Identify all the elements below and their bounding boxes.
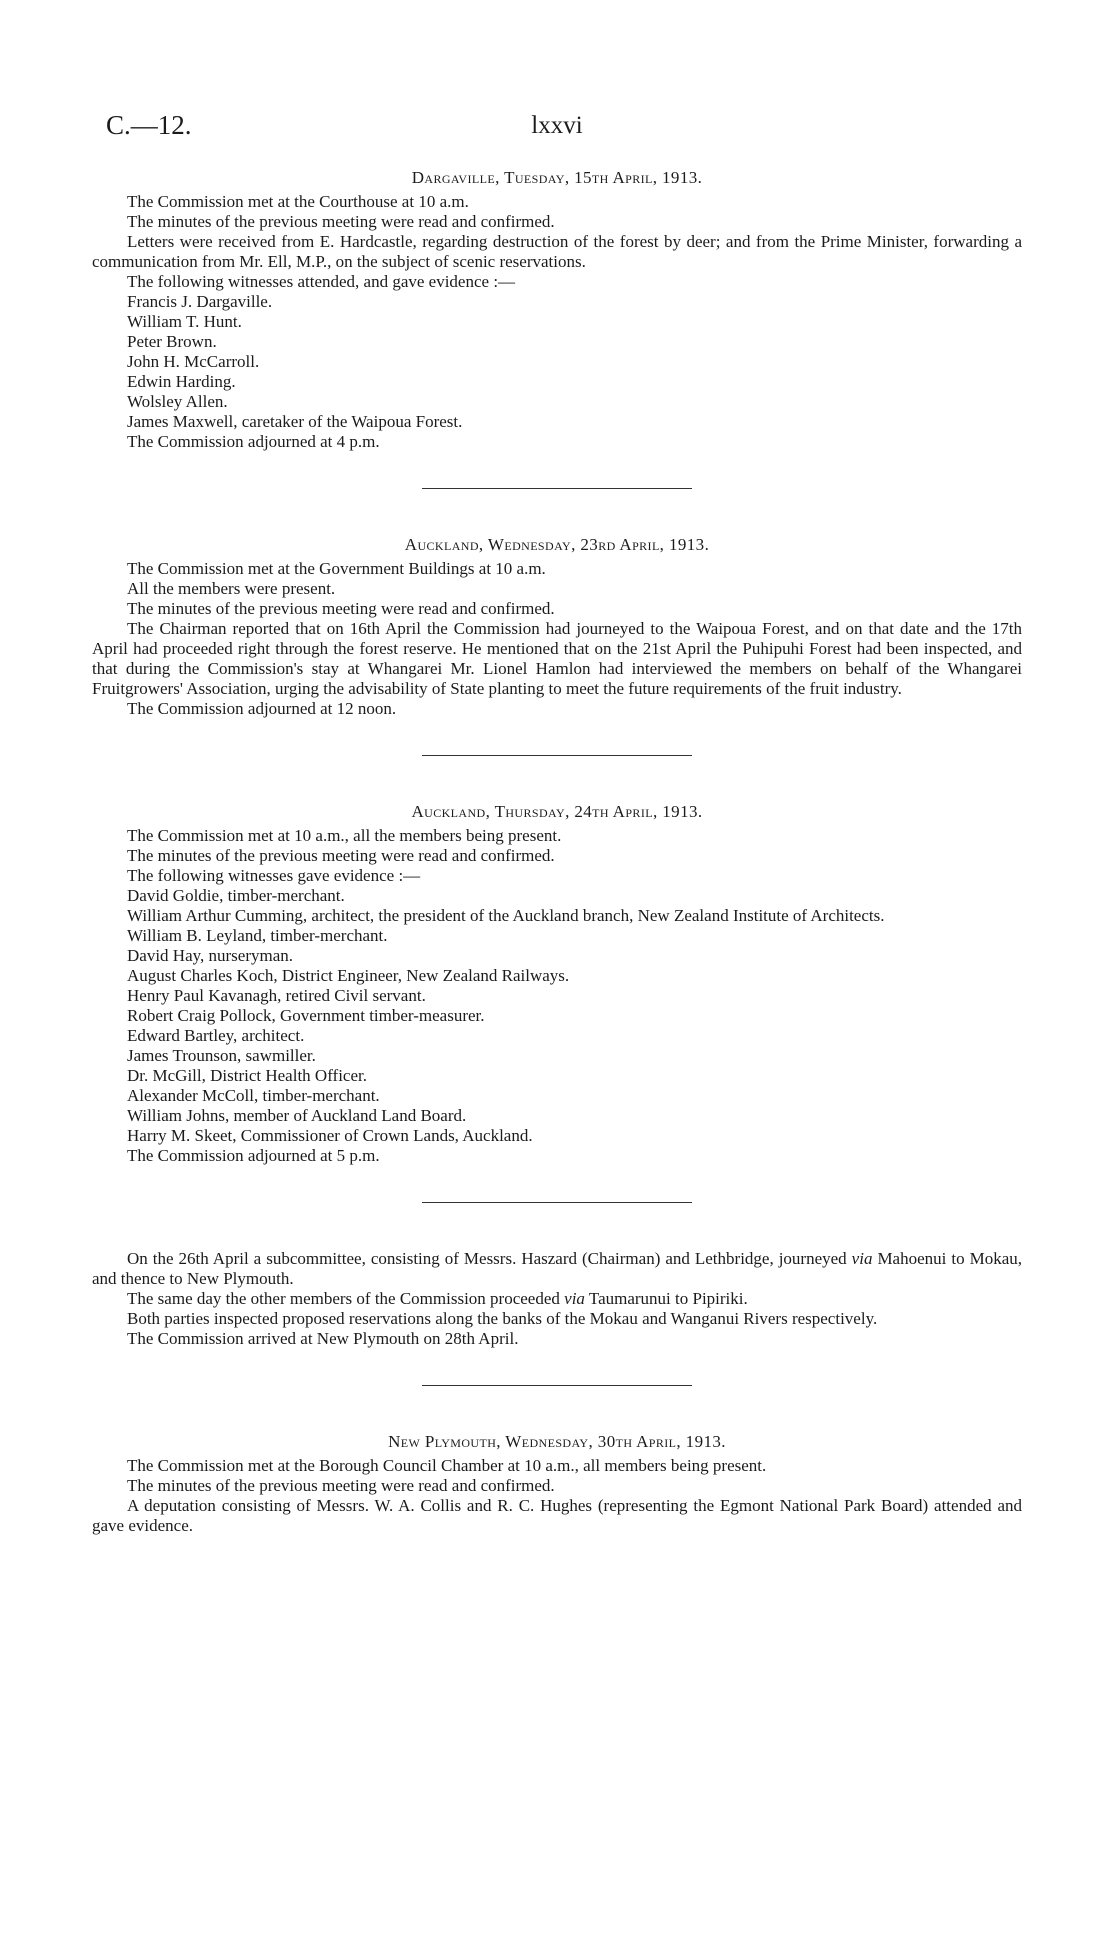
paragraph: The following witnesses attended, and gave evidence :— <box>127 272 516 291</box>
paragraph: The minutes of the previous meeting were read and confirmed. <box>127 212 555 231</box>
paragraph <box>92 1249 1022 1289</box>
paragraph: A deputation consisting of Messrs. W. A. Collis and R. C. Hughes (representing the Egmont National Park Board) attended and gave evidence. <box>92 1496 1022 1535</box>
witness-item: Harry M. Skeet, Commissioner of Crown Lands, Auckland. <box>127 1126 533 1145</box>
section-title: Auckland, Thursday, 24th April, 1913. <box>411 802 703 821</box>
page-header <box>92 110 1022 150</box>
witness-item: William T. Hunt. <box>127 312 242 331</box>
section-auckland-wednesday <box>92 535 1022 719</box>
paragraph: The Commission met at 10 a.m., all the members being present. <box>127 826 562 845</box>
witness-item: William B. Leyland, timber-merchant. <box>127 926 388 945</box>
section-title: Auckland, Wednesday, 23rd April, 1913. <box>404 535 710 554</box>
text-run: On the 26th April a subcommittee, consisting of Messrs. Haszard (Chairman) and Lethbridge, journeyed <box>127 1249 852 1268</box>
paragraph: The Commission arrived at New Plymouth on 28th April. <box>127 1329 519 1348</box>
witness-item: David Goldie, timber-merchant. <box>127 886 345 905</box>
document-reference: C.—12. <box>106 110 192 140</box>
paragraph: The Commission met at the Government Buildings at 10 a.m. <box>127 559 546 578</box>
paragraph: The minutes of the previous meeting were read and confirmed. <box>127 599 555 618</box>
section-divider <box>422 1385 692 1386</box>
section-divider <box>422 755 692 756</box>
section-title: Dargaville, Tuesday, 15th April, 1913. <box>411 168 703 187</box>
section-auckland-thursday <box>92 802 1022 1166</box>
witness-item: James Trounson, sawmiller. <box>127 1046 316 1065</box>
paragraph: The Commission met at the Courthouse at 10 a.m. <box>127 192 469 211</box>
section-divider <box>422 488 692 489</box>
paragraph: The Commission adjourned at 5 p.m. <box>127 1146 380 1165</box>
witness-item: August Charles Koch, District Engineer, New Zealand Railways. <box>127 966 570 985</box>
paragraph: All the members were present. <box>127 579 336 598</box>
witness-item: Edward Bartley, architect. <box>127 1026 305 1045</box>
text-run: Mahoenui to Mokau, and thence to New Plymouth. <box>92 1249 1022 1288</box>
witness-item: Henry Paul Kavanagh, retired Civil servant. <box>127 986 426 1005</box>
witness-item: Robert Craig Pollock, Government timber-measurer. <box>127 1006 485 1025</box>
paragraph: The Commission adjourned at 4 p.m. <box>127 432 380 451</box>
paragraph: The Chairman reported that on 16th April the Commission had journeyed to the Waipoua Forest, and on that date and the 17th April had proceeded right through the forest reserve. He mentioned that on the 21st April the Puhipuhi Forest had been inspected, and that during the Commission's stay at Whangarei Mr. Lionel Hamlon had interviewed the members on behalf of the Whangarei Fruitgrowers' Association, urging the advisability of State planting to meet the future requirements of the fruit industry. <box>92 619 1022 698</box>
paragraph: The minutes of the previous meeting were read and confirmed. <box>127 846 555 865</box>
italic-via: via <box>851 1249 873 1268</box>
witness-item: William Johns, member of Auckland Land Board. <box>127 1106 467 1125</box>
text-run: The same day the other members of the Commission proceeded <box>127 1289 565 1308</box>
page-number: lxxvi <box>531 112 583 139</box>
section-dargaville <box>92 168 1022 452</box>
paragraph: Letters were received from E. Hardcastle, regarding destruction of the forest by deer; and from the Prime Minister, forwarding a communication from Mr. Ell, M.P., on the subject of scenic reservations. <box>92 232 1022 271</box>
paragraph: Both parties inspected proposed reservations along the banks of the Mokau and Wanganui Rivers respectively. <box>127 1309 878 1328</box>
witness-item: William Arthur Cumming, architect, the president of the Auckland branch, New Zealand Institute of Architects. <box>127 906 885 925</box>
witness-item: Francis J. Dargaville. <box>127 292 273 311</box>
paragraph: The minutes of the previous meeting were read and confirmed. <box>127 1476 555 1495</box>
witness-item: David Hay, nurseryman. <box>127 946 294 965</box>
paragraph: The following witnesses gave evidence :— <box>127 866 421 885</box>
witness-item: Alexander McColl, timber-merchant. <box>127 1086 380 1105</box>
italic-via: via <box>564 1289 585 1308</box>
section-interlude <box>92 1249 1022 1349</box>
section-divider <box>422 1202 692 1203</box>
witness-item: John H. McCarroll. <box>127 352 260 371</box>
witness-item: James Maxwell, caretaker of the Waipoua Forest. <box>127 412 463 431</box>
witness-item: Peter Brown. <box>127 332 217 351</box>
section-title: New Plymouth, Wednesday, 30th April, 1913. <box>388 1432 726 1451</box>
paragraph: The Commission met at the Borough Council Chamber at 10 a.m., all members being present. <box>127 1456 767 1475</box>
text-run: Taumarunui to Pipiriki. <box>584 1289 748 1308</box>
section-new-plymouth <box>92 1432 1022 1536</box>
witness-item: Dr. McGill, District Health Officer. <box>127 1066 367 1085</box>
paragraph: The Commission adjourned at 12 noon. <box>127 699 397 718</box>
paragraph <box>92 1289 1022 1309</box>
witness-item: Wolsley Allen. <box>127 392 228 411</box>
witness-item: Edwin Harding. <box>127 372 236 391</box>
